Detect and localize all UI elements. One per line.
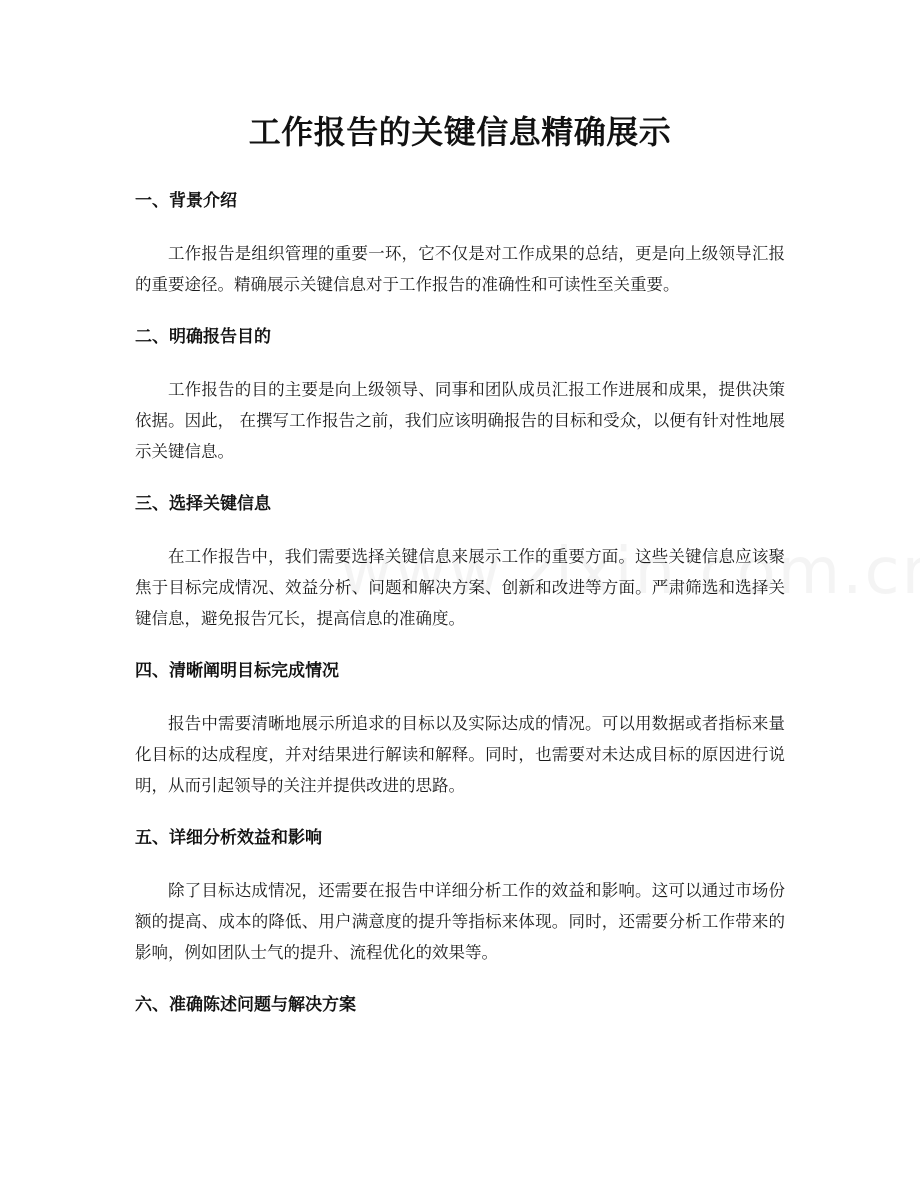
section-heading: 二、明确报告目的 bbox=[135, 327, 271, 347]
section-purpose bbox=[135, 322, 785, 467]
section-paragraph: 在工作报告中，我们需要选择关键信息来展示工作的重要方面。这些关键信息应该聚焦于目标完成情况、效益分析、问题和解决方案、创新和改进等方面。严肃筛选和选择关键信息，避免报告冗长，提高信息的准确度。 bbox=[135, 547, 785, 628]
section-heading: 三、选择关键信息 bbox=[135, 494, 271, 514]
section-goal-completion bbox=[135, 656, 785, 801]
section-heading: 一、背景介绍 bbox=[135, 191, 237, 211]
document-title: 工作报告的关键信息精确展示 bbox=[248, 113, 672, 151]
section-benefit-analysis bbox=[135, 823, 785, 968]
section-paragraph: 工作报告是组织管理的重要一环，它不仅是对工作成果的总结，更是向上级领导汇报的重要途径。精确展示关键信息对于工作报告的准确性和可读性至关重要。 bbox=[135, 244, 785, 294]
document-body bbox=[135, 186, 785, 1042]
section-background bbox=[135, 186, 785, 300]
section-problems-solutions bbox=[135, 990, 785, 1020]
section-heading: 五、详细分析效益和影响 bbox=[135, 828, 322, 848]
section-paragraph: 报告中需要清晰地展示所追求的目标以及实际达成的情况。可以用数据或者指标来量化目标的达成程度，并对结果进行解读和解释。同时，也需要对未达成目标的原因进行说明，从而引起领导的关注并提供改进的思路。 bbox=[135, 714, 785, 795]
section-heading: 六、准确陈述问题与解决方案 bbox=[135, 995, 356, 1015]
section-paragraph: 工作报告的目的主要是向上级领导、同事和团队成员汇报工作进展和成果，提供决策依据。因此， 在撰写工作报告之前，我们应该明确报告的目标和受众，以便有针对性地展示关键信息。 bbox=[135, 380, 785, 461]
section-key-info bbox=[135, 489, 785, 634]
section-heading: 四、清晰阐明目标完成情况 bbox=[135, 661, 339, 681]
section-paragraph: 除了目标达成情况，还需要在报告中详细分析工作的效益和影响。这可以通过市场份额的提高、成本的降低、用户满意度的提升等指标来体现。同时，还需要分析工作带来的影响，例如团队士气的提升、流程优化的效果等。 bbox=[135, 881, 785, 962]
